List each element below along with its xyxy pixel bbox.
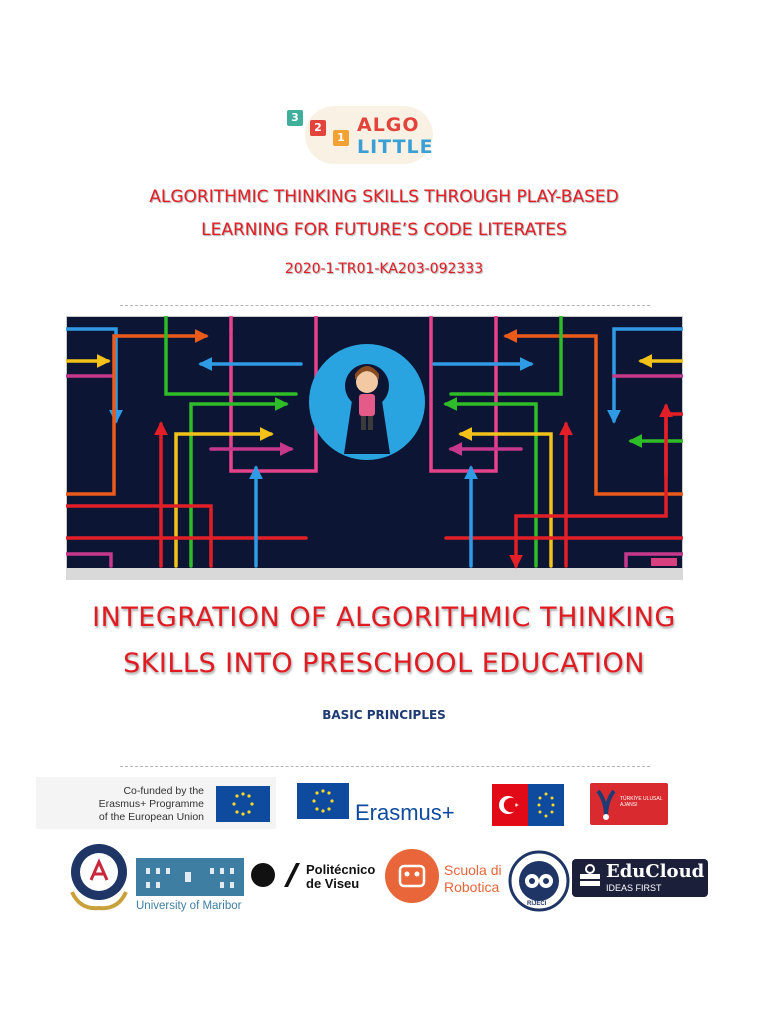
politecnico-line2: de Viseu [306,876,360,891]
scuola-line1: Scuola di [444,862,502,878]
eu-flag-icon [216,786,270,822]
educloud-title: EduCloud [606,861,705,882]
banner-illustration [66,316,683,580]
university-seal-logo [66,842,132,914]
dashed-divider [120,305,650,306]
maribor-building-icon [136,858,244,896]
agency-emblem-icon [594,787,618,821]
agency-name: TÜRKİYE ULUSAL AJANSI [620,796,663,808]
educloud-tagline: IDEAS FIRST [606,883,662,893]
cofunded-line2: Erasmus+ Programme [98,798,204,810]
dashed-divider-2 [120,766,650,767]
main-title-line1: INTEGRATION OF ALGORITHMIC THINKING [92,602,676,633]
turkish-national-agency-logo [590,783,668,825]
erasmus-plus-text: Erasmus+ [355,800,455,825]
scuola-di-robotica-logo [384,846,510,908]
cofunded-eu-logo [36,777,276,829]
rijeka-text: RIJECI [527,901,547,907]
subtitle: BASIC PRINCIPLES [322,708,446,722]
turkey-eu-flag-logo [492,784,564,826]
maribor-text: University of Maribor [136,900,242,912]
logo-word-little: LITTLE [357,136,434,158]
project-title-line1: ALGORITHMIC THINKING SKILLS THROUGH PLAY-BASED [149,187,619,207]
scuola-line2: Robotica [444,879,500,895]
main-title-line2: SKILLS INTO PRESCHOOL EDUCATION [123,648,645,679]
cofunded-line1: Co-funded by the [123,785,204,797]
eu-flag-icon [297,783,349,819]
educloud-logo [572,859,708,897]
politecnico-viseu-logo [250,860,386,900]
logo-box-2: 2 [310,120,326,136]
logo-box-3: 3 [287,110,303,126]
book-icon [578,864,602,892]
logo-box-1: 1 [333,130,349,146]
project-code: 2020-1-TR01-KA203-092333 [284,261,484,277]
project-title-line2: LEARNING FOR FUTURE’S CODE LITERATES [201,220,567,240]
erasmus-plus-logo [297,783,482,825]
university-of-maribor-logo [136,846,244,914]
algo-little-logo [285,102,435,164]
logo-word-algo: ALGO [357,114,420,136]
cofunded-line3: of the European Union [98,811,204,823]
politecnico-line1: Politécnico [306,862,376,877]
university-of-rijeka-logo [508,850,570,912]
